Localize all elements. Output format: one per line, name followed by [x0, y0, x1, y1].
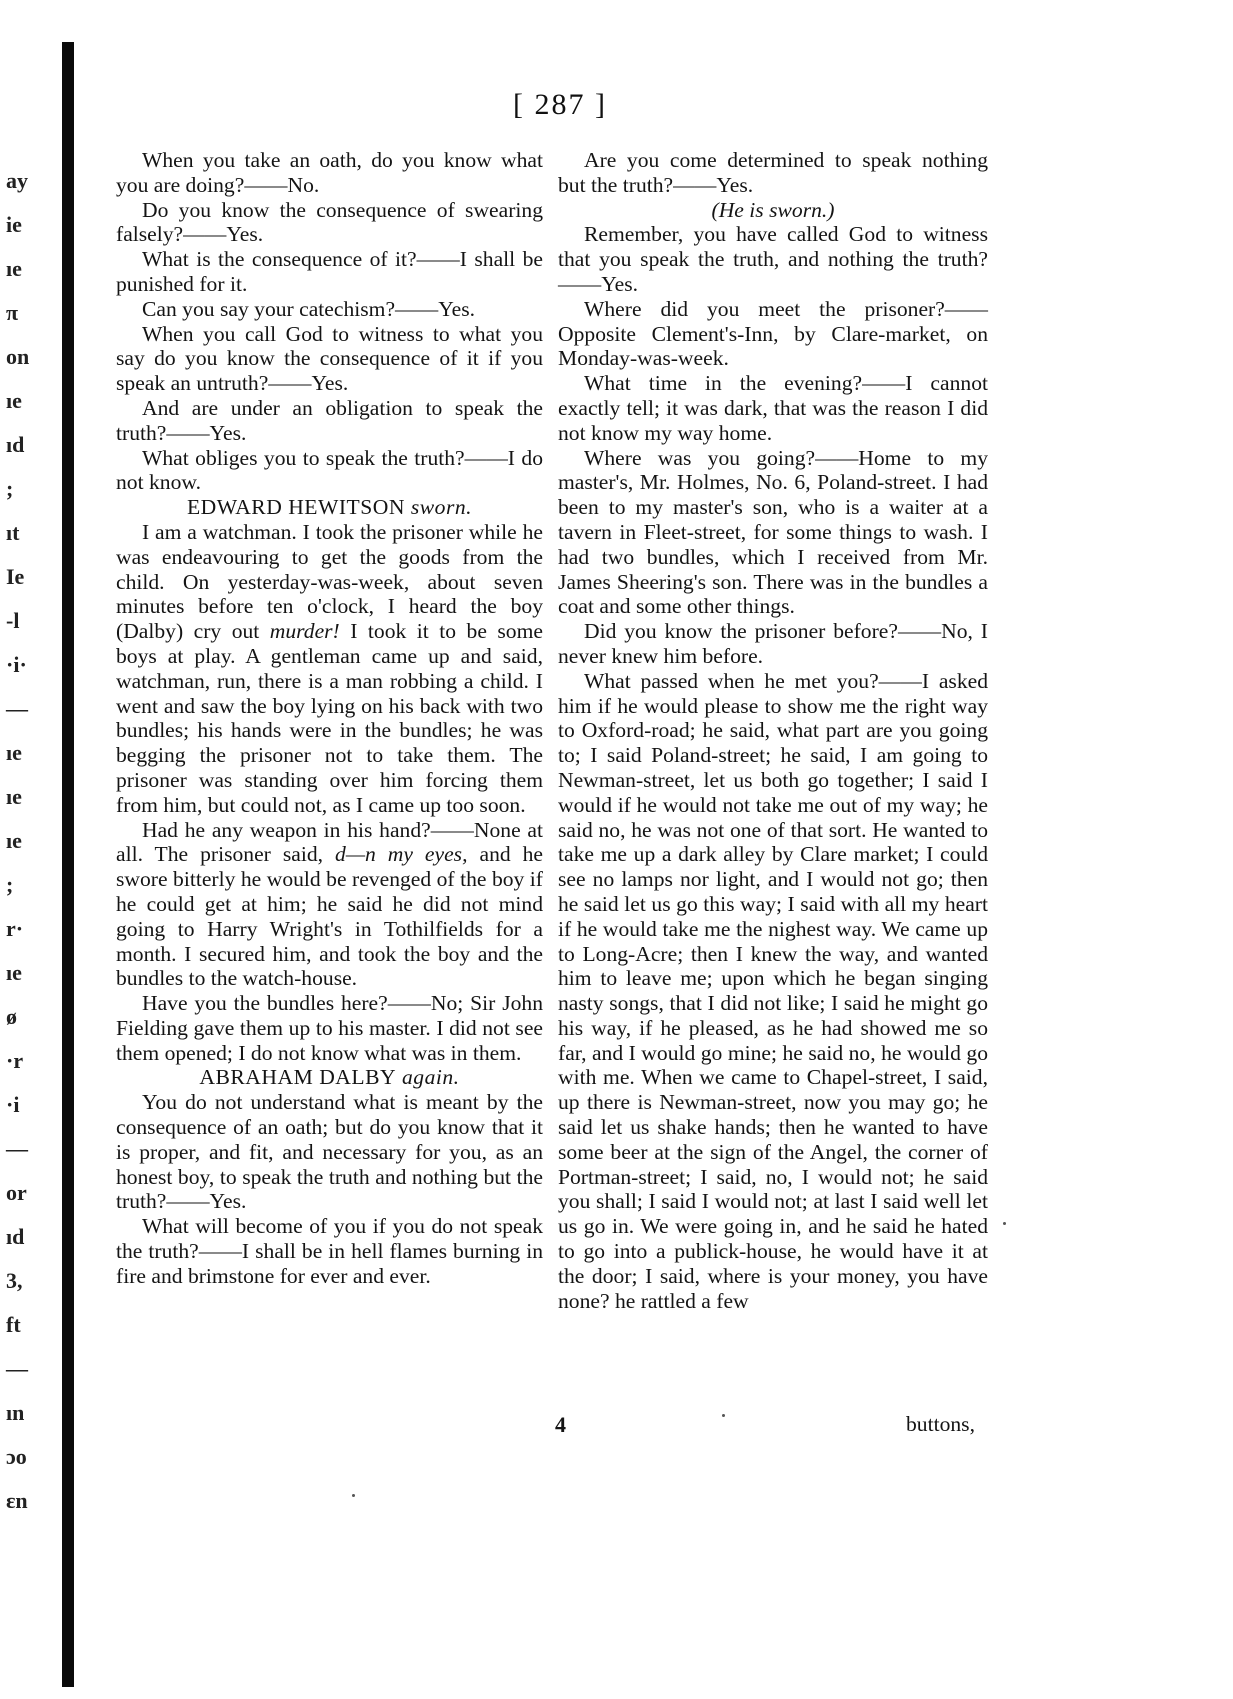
- paragraph: [116, 520, 543, 818]
- paragraph-text: I am a watchman. I took the prisoner while he was endeavouring to get the goods from the child. On yesterday-was-week, about seven minutes before ten o'clock, I heard the boy (Dalby) cry out: [116, 519, 543, 644]
- margin-fragment: π: [6, 300, 19, 325]
- binding-shadow: [62, 42, 74, 1687]
- margin-fragment: —: [6, 696, 28, 721]
- margin-fragment: ie: [6, 212, 22, 237]
- margin-fragment: -l: [6, 608, 20, 633]
- margin-fragment: ıe: [6, 784, 22, 809]
- paragraph: You do not understand what is meant by the consequence of an oath; but do you know that it is proper, and fit, and necessary for you, as an honest boy, to speak the truth and nothing but the truth?——Yes.: [116, 1090, 543, 1214]
- italic-quote: d—n my eyes,: [335, 842, 468, 867]
- paragraph: What time in the evening?——I cannot exactly tell; it was dark, that was the reason I did not know my way home.: [558, 371, 988, 445]
- margin-fragment: 3,: [6, 1268, 23, 1293]
- right-column: [558, 148, 988, 1313]
- margin-fragment: ·r: [6, 1048, 24, 1073]
- witness-heading: [116, 1065, 543, 1090]
- ink-speck: [722, 1414, 725, 1417]
- paragraph: What passed when he met you?——I asked him if he would please to show me the right way to Oxford-road; he said, what part are you going to; I said Poland-street; he said, I am going to Newman-street, let us both go together; I said I would if he would not take me out of my way; he said no, he was not one of that sort. He wanted to take me up a dark alley by Clare market; I could see no lamps nor light, and I would not go; then he said let us go this way; I said with all my heart if he would take me the nighest way. We came up to Long-Acre; then I knew the way, and wanted him to leave me; upon which he began singing nasty songs, that I did not like; I said he might go his way, if he pleased, as he had showed me so far, and I would go mine; he said no, he would go with me. When we came to Chapel-street, I said, up there is Newman-street, now you may go; he said let us shake hands; then he wanted to have some beer at the sign of the Angel, the corner of Portman-street; I said, no, I would not; he said you shall; I said I would not; at last I said well let us go in. We were going in, and he said he hated to go into a publick-house, he would have it at the door; I said, where is your money, you have none? he rattled a few: [558, 668, 988, 1313]
- paragraph: Do you know the consequence of swearing falsely?——Yes.: [116, 197, 543, 247]
- margin-fragment: or: [6, 1180, 27, 1205]
- margin-fragment: r·: [6, 916, 24, 941]
- margin-fragment: —: [6, 1356, 28, 1381]
- paragraph: Remember, you have called God to witness that you speak the truth, and nothing the truth?——Yes.: [558, 222, 988, 296]
- paragraph: Where was you going?——Home to my master's, Mr. Holmes, No. 6, Poland-street. I had been to my master's son, who is a waiter at a tavern in Fleet-street, for some things to wash. I had two bundles, which I received from Mr. James Sheering's son. There was in the bundles a coat and some other things.: [558, 445, 988, 619]
- witness-name: ABRAHAM DALBY: [199, 1065, 397, 1090]
- margin-fragment: ıd: [6, 432, 25, 457]
- witness-heading: [116, 495, 543, 520]
- paragraph: What will become of you if you do not speak the truth?——I shall be in hell flames burning in fire and brimstone for ever and ever.: [116, 1214, 543, 1288]
- margin-fragment: on: [6, 344, 30, 369]
- paragraph: What is the consequence of it?——I shall be punished for it.: [116, 247, 543, 296]
- margin-fragment: ıe: [6, 740, 22, 765]
- left-column: [116, 148, 543, 1289]
- witness-note: again.: [401, 1065, 460, 1090]
- paragraph: Where did you meet the prisoner?——Opposite Clement's-Inn, by Clare-market, on Monday-was-week.: [558, 296, 988, 371]
- margin-fragment: ·i·: [6, 652, 27, 677]
- catchword: buttons,: [906, 1412, 975, 1436]
- margin-fragment: ø: [6, 1004, 17, 1029]
- paragraph: What obliges you to speak the truth?——I do not know.: [116, 445, 543, 495]
- margin-fragment: ɛn: [6, 1488, 28, 1513]
- paragraph: When you take an oath, do you know what you are doing?——No.: [116, 148, 543, 197]
- margin-fragment: —: [6, 1136, 28, 1161]
- paragraph-text: and he swore bitterly he would be revenged of the boy if he could get at him; he said he did not mind going to Harry Wright's in Tothilfields for a month. I secured him, and took the boy and the bundles to the watch-house.: [116, 842, 544, 991]
- italic-quote: murder!: [269, 619, 340, 644]
- paragraph-text: Had he any weapon in his hand?——None at all. The prisoner said,: [116, 817, 543, 867]
- paragraph: When you call God to witness to what you say do you know the consequence of it if you speak an untruth?——Yes.: [116, 321, 543, 396]
- ink-speck: [352, 1494, 355, 1497]
- page-number: [ 287 ]: [513, 88, 607, 121]
- margin-fragment: ıe: [6, 828, 22, 853]
- ink-speck: [1003, 1222, 1006, 1225]
- paragraph: Are you come determined to speak nothing but the truth?——Yes.: [558, 148, 988, 197]
- margin-fragment: ıd: [6, 1224, 25, 1249]
- paragraph: [116, 818, 543, 992]
- margin-fragment: ıe: [6, 256, 22, 281]
- witness-name: EDWARD HEWITSON: [186, 495, 405, 520]
- paragraph: Did you know the prisoner before?——No, I never knew him before.: [558, 619, 988, 668]
- signature-mark: 4: [555, 1412, 566, 1437]
- margin-fragment: ıe: [6, 960, 22, 985]
- margin-fragment: ıe: [6, 388, 22, 413]
- paragraph: Have you the bundles here?——No; Sir John Fielding gave them up to his master. I did not see them opened; I do not know what was in them.: [116, 991, 543, 1065]
- witness-note: sworn.: [410, 495, 473, 520]
- sworn-note: (He is sworn.): [711, 197, 835, 222]
- margin-fragment: Ie: [6, 564, 25, 589]
- margin-fragment: ıt: [6, 520, 20, 545]
- margin-fragment: ·i: [6, 1092, 20, 1117]
- margin-fragment: ın: [6, 1400, 25, 1425]
- margin-fragment: ay: [6, 168, 28, 193]
- margin-fragment: ;: [6, 476, 14, 501]
- facing-page-margin: [6, 170, 54, 1570]
- paragraph: And are under an obligation to speak the truth?——Yes.: [116, 395, 543, 445]
- margin-fragment: ;: [6, 872, 14, 897]
- margin-fragment: ft: [6, 1312, 21, 1337]
- paragraph: Can you say your catechism?——Yes.: [142, 296, 476, 321]
- margin-fragment: ɔo: [6, 1444, 27, 1469]
- paragraph-text: I took it to be some boys at play. A gentleman came up and said, watchman, run, there is a man robbing a child. I went and saw the boy lying on his back with two bundles; his hands were in the bundles; he was begging the prisoner not to take them. The prisoner was standing over him forcing them from him, but could not, as I came up too soon.: [116, 619, 543, 817]
